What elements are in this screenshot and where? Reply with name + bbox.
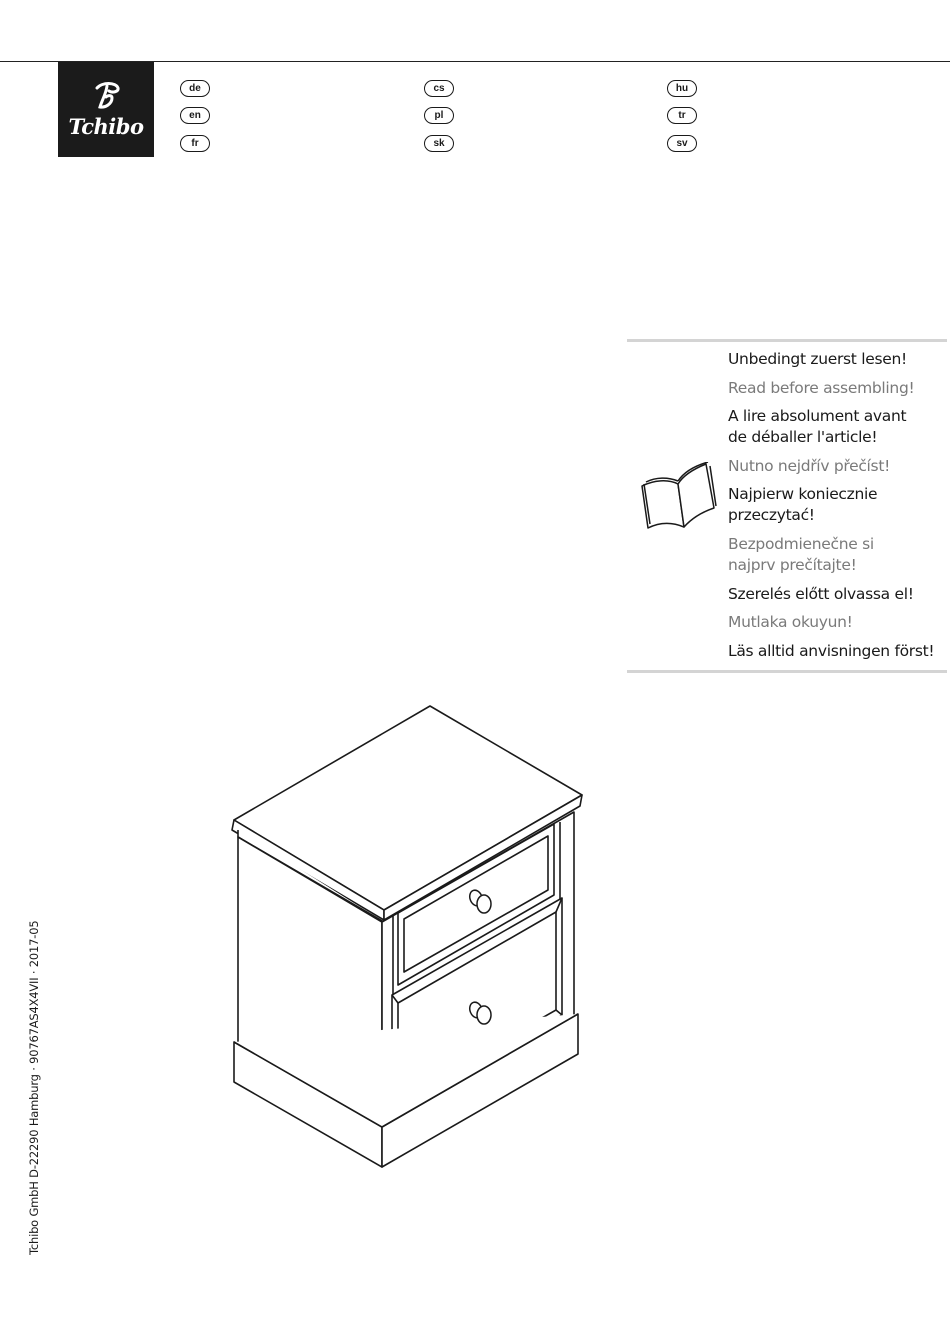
notice-line-cs: Nutno nejdřív přečíst! [728,457,891,475]
tchibo-logo [58,62,154,157]
notice-line-fr: A lire absolument avant de déballer l'article! [728,407,907,446]
lang-badge-tr: tr [667,107,697,124]
nightstand-illustration [228,700,588,1180]
logo-wordmark: Tchibo [68,114,144,139]
tchibo-cup-icon [92,80,122,112]
lang-badge-hu: hu [667,80,697,97]
lang-badge-sk: sk [424,135,454,152]
notice-line-hu: Szerelés előtt olvassa el! [728,585,914,603]
lang-badge-fr: fr [180,135,210,152]
lang-badge-en: en [180,107,210,124]
notice-line-en: Read before assembling! [728,379,915,397]
imprint-vertical: Tchibo GmbH D-22290 Hamburg · 90767AS4X4VII · 2017-05 [27,920,41,1255]
lang-badge-sv: sv [667,135,697,152]
book-icon [638,462,718,537]
notice-top-rule [627,339,947,342]
notice-line-pl: Najpierw koniecznie przeczytać! [728,485,878,524]
lang-badge-cs: cs [424,80,454,97]
notice-line-tr: Mutlaka okuyun! [728,613,853,631]
lang-badge-de: de [180,80,210,97]
notice-line-sk: Bezpodmienečne si najprv prečítajte! [728,535,874,574]
lang-badge-pl: pl [424,107,454,124]
notice-bottom-rule [627,670,947,673]
notice-line-de: Unbedingt zuerst lesen! [728,350,907,368]
notice-line-sv: Läs alltid anvisningen först! [728,642,935,660]
